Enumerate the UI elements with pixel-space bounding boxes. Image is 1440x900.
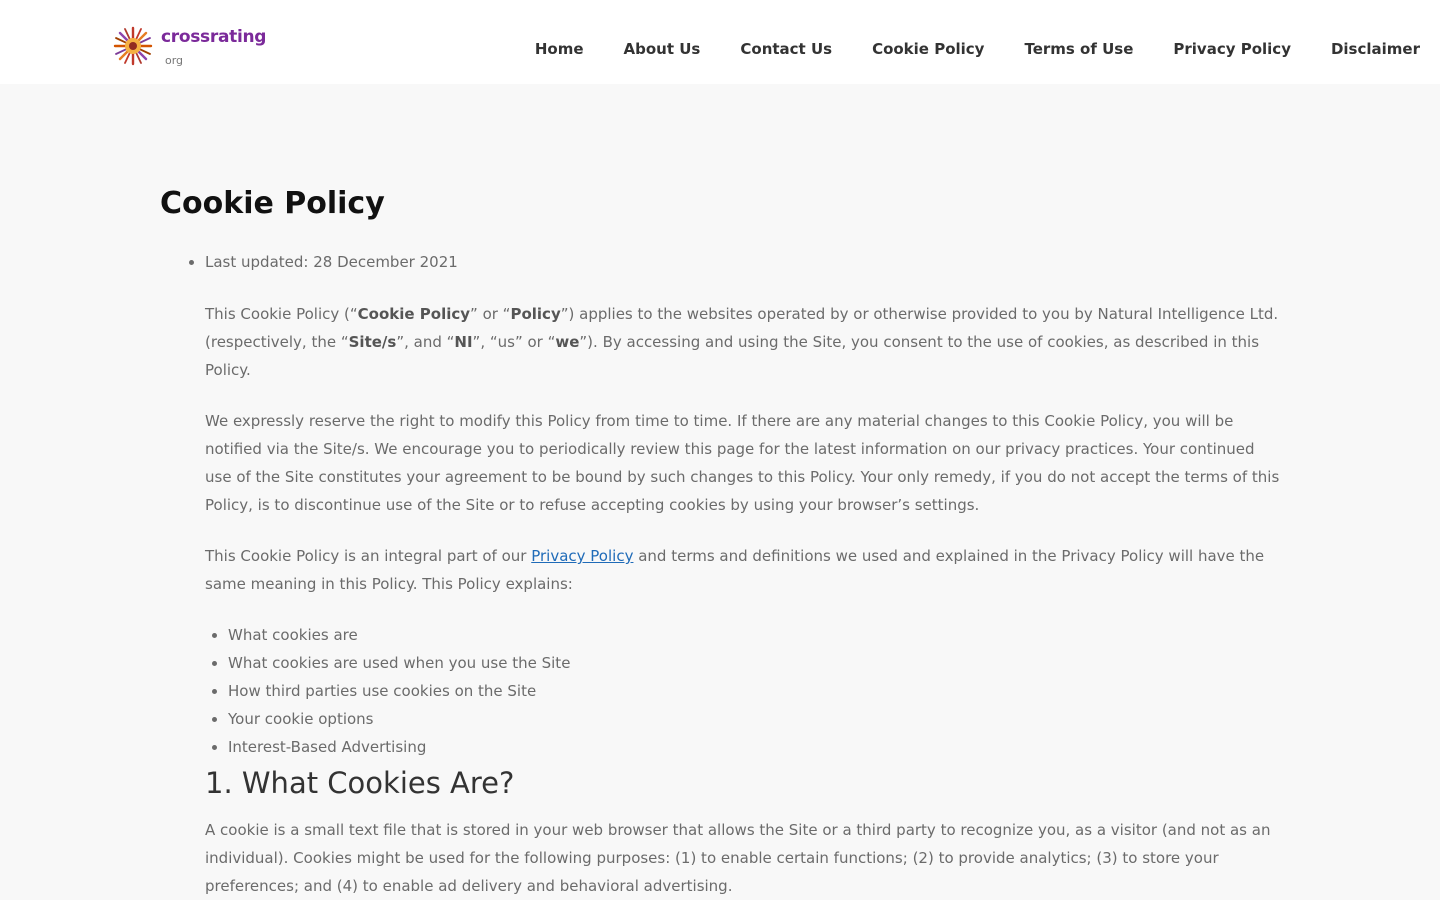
site-logo[interactable] <box>113 24 267 68</box>
text-segment: This Cookie Policy (“ <box>205 305 358 323</box>
sunburst-logo-icon <box>113 26 153 66</box>
text-segment: ”) applies to the websites operated by or otherwise provided to you by Natural Intelligence Ltd. (respectively, the “ <box>205 305 1279 351</box>
nav-contact-us[interactable]: Contact Us <box>740 40 833 58</box>
updated-list <box>160 248 1280 276</box>
list-item: • What cookies are <box>228 621 1280 649</box>
bold-term: Cookie Policy <box>357 305 471 323</box>
nav-terms-of-use[interactable]: Terms of Use <box>1024 40 1134 58</box>
text-segment: ”). By accessing and using the Site, you consent to the use of cookies, as described in this Policy. <box>205 333 1260 379</box>
list-item: • What cookies are used when you use the Site <box>228 649 1280 677</box>
text-segment: ” or “ <box>470 305 511 323</box>
bold-term: we <box>555 333 580 351</box>
intro-paragraph <box>205 300 1280 384</box>
text-segment: ”, “us” or “ <box>472 333 556 351</box>
bold-term: Policy <box>510 305 561 323</box>
text-segment: This Cookie Policy is an integral part of our <box>205 547 532 565</box>
what-cookies-paragraph: A cookie is a small text file that is stored in your web browser that allows the Site or a third party to recognize you, as a visitor (and not as an individual). Cookies might be used for the following purposes: (1) to enable certain functions; (2) to provide analytics; (3) to store your preferences; and (4) to enable ad delivery and behavioral advertising. <box>205 821 1271 895</box>
nav-cookie-policy[interactable]: Cookie Policy <box>872 40 985 58</box>
main-content <box>160 184 1280 900</box>
bold-term: Site/s <box>348 333 397 351</box>
text-segment: and terms and definitions we used and explained in the Privacy Policy will have the same meaning in this Policy. This Policy explains: <box>205 547 1265 593</box>
last-updated: • Last updated: 28 December 2021 <box>205 248 1280 276</box>
site-header <box>0 0 1440 84</box>
text-segment: ”, and “ <box>396 333 455 351</box>
page-title: Cookie Policy <box>160 186 385 221</box>
nav-about-us[interactable]: About Us <box>623 40 701 58</box>
explains-list <box>205 621 1280 761</box>
list-item: • How third parties use cookies on the Site <box>228 677 1280 705</box>
nav-privacy-policy[interactable]: Privacy Policy <box>1173 40 1291 58</box>
nav-disclaimer[interactable]: Disclaimer <box>1330 40 1420 58</box>
nav-home[interactable]: Home <box>534 40 584 58</box>
bold-term: NI <box>454 333 473 351</box>
modification-paragraph: We expressly reserve the right to modify this Policy from time to time. If there are any material changes to this Cookie Policy, you will be notified via the Site/s. We encourage you to periodically review this page for the latest information on our privacy practices. Your continued use of the Site constitutes your agreement to be bound by such changes to this Policy. Your only remedy, if you do not accept the terms of this Policy, is to discontinue use of the Site or to refuse accepting cookies by using your browser’s settings. <box>205 412 1280 514</box>
list-item: • Interest-Based Advertising <box>228 733 1280 761</box>
logo-tld: org <box>165 54 184 67</box>
list-item: • Your cookie options <box>228 705 1280 733</box>
privacy-policy-link[interactable]: Privacy Policy <box>531 547 634 565</box>
policy-body <box>205 300 1280 900</box>
logo-name: crossrating <box>161 27 267 47</box>
section-heading: 1. What Cookies Are? <box>205 766 515 800</box>
integral-part-paragraph <box>205 542 1280 598</box>
main-nav <box>535 39 1420 59</box>
